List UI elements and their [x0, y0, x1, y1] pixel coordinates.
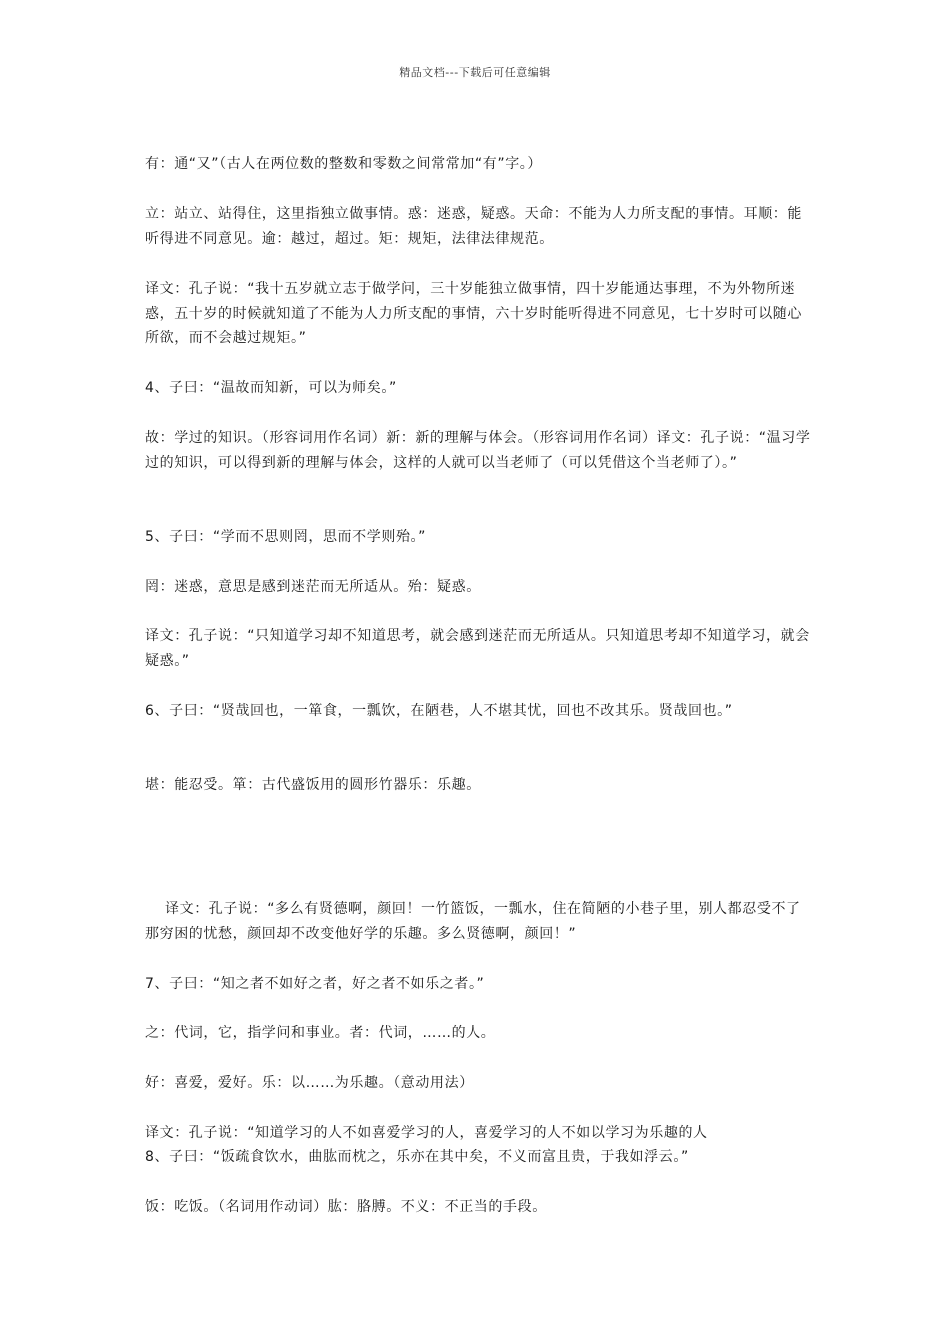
paragraph-note-7a: 之：代词，它，指学问和事业。者：代词，……的人。 [145, 1025, 496, 1041]
paragraph-note-li: 立：站立、站得住，这里指独立做事情。惑：迷惑，疑惑。天命：不能为人力所支配的事情。耳顺：能听得进不同意见。逾：越过，超过。矩：规矩，法律法律规范。 [145, 206, 802, 247]
paragraph-note-you: 有：通“又”（古人在两位数的整数和零数之间常常加“有”字。） [145, 156, 543, 172]
paragraph-verse-5: 5、子曰：“学而不思则罔，思而不学则殆。” [145, 529, 427, 545]
paragraph-note-7b: 好：喜爱，爱好。乐：以……为乐趣。（意动用法） [145, 1075, 474, 1091]
paragraph-verse-4: 4、子曰：“温故而知新，可以为师矣。” [145, 380, 397, 396]
paragraph-note-8: 饭：吃饭。（名词用作动词）肱：胳膊。不义：不正当的手段。 [145, 1199, 547, 1215]
paragraph-translation-5: 译文：孔子说：“只知道学习却不知道思考，就会感到迷茫而无所适从。只知道思考却不知道学习，就会疑惑。” [145, 628, 810, 669]
paragraph-translation-6: 译文：孔子说：“多么有贤德啊，颜回！一竹篮饭，一瓢水，住在简陋的小巷子里，别人都忍受不了那穷困的忧愁，颜回却不改变他好学的乐趣。多么贤德啊，颜回！” [145, 901, 801, 942]
paragraph-verse-8: 8、子曰：“饭疏食饮水，曲肱而枕之，乐亦在其中矣，不义而富且贵，于我如浮云。” [145, 1149, 689, 1165]
paragraph-note-4: 故：学过的知识。（形容词用作名词）新：新的理解与体会。（形容词用作名词）译文：孔子说：“温习学过的知识，可以得到新的理解与体会，这样的人就可以当老师了（可以凭借这个当老师了）。” [145, 430, 811, 471]
page-header: 精品文档---下载后可任意编辑 [399, 66, 551, 79]
paragraph-verse-6: 6、子曰：“贤哉回也，一箪食，一瓢饮，在陋巷，人不堪其忧，回也不改其乐。贤哉回也。” [145, 703, 733, 719]
paragraph-translation-2: 译文：孔子说：“我十五岁就立志于做学问，三十岁能独立做事情，四十岁能通达事理，不为外物所迷惑，五十岁的时候就知道了不能为人力所支配的事情，六十岁时能听得进不同意见，七十岁时可以随心所欲，而不会越过规矩。” [145, 281, 802, 346]
paragraph-note-5: 罔：迷惑，意思是感到迷茫而无所适从。殆：疑惑。 [145, 579, 481, 595]
paragraph-translation-7: 译文：孔子说：“知道学习的人不如喜爱学习的人，喜爱学习的人不如以学习为乐趣的人 [145, 1125, 708, 1141]
paragraph-verse-7: 7、子曰：“知之者不如好之者，好之者不如乐之者。” [145, 976, 485, 992]
paragraph-note-6: 堪：能忍受。箪：古代盛饭用的圆形竹器乐：乐趣。 [145, 777, 481, 793]
